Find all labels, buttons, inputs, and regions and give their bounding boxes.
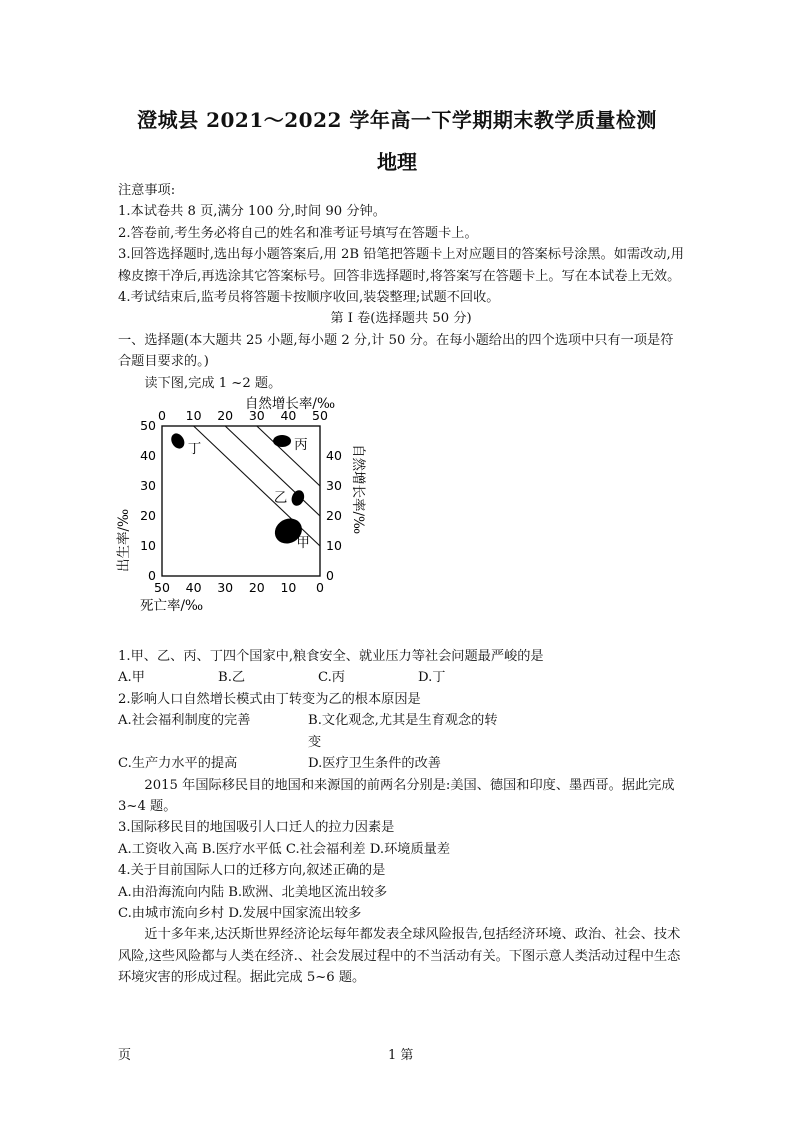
q1-stem: 1.甲、乙、丙、丁四个国家中,粮食安全、就业压力等社会问题最严峻的是 <box>118 649 544 665</box>
population-chart-svg <box>118 396 378 646</box>
q1-options <box>118 667 684 688</box>
top-tick-label: 10 <box>185 408 202 424</box>
bottom-tick-label: 0 <box>316 580 324 596</box>
left-tick-label: 30 <box>140 478 156 494</box>
exam-content <box>118 180 684 989</box>
note-item-4: 4.考试结束后,监考员将答题卡按顺序收回,装袋整理;试题不回收。 <box>118 290 500 306</box>
data-label: 甲 <box>296 535 310 552</box>
q2-option-b[interactable]: B.文化观念,尤其是生育观念的转变 <box>308 713 498 750</box>
q4-stem: 4.关于目前国际人口的迁移方向,叙述正确的是 <box>118 863 386 879</box>
q4-options-line2: C.由城市流向乡村 D.发展中国家流出较多 <box>118 905 362 921</box>
bottom-tick-label: 10 <box>280 580 297 596</box>
notes-heading: 注意事项: <box>118 183 176 198</box>
right-tick-label: 40 <box>326 448 342 464</box>
q1-option-d[interactable]: D.丁 <box>418 670 446 686</box>
footer-right: 1 第 <box>388 1048 414 1063</box>
q2-option-d[interactable]: D.医疗卫生条件的改善 <box>308 756 441 772</box>
bottom-tick-label: 40 <box>185 580 202 596</box>
right-tick-label: 30 <box>326 478 342 494</box>
intro-q5-6: 近十多年来,达沃斯世界经济论坛每年都发表全球风险报告,包括经济环境、政治、社会、技术风险,这些风险都与人类在经济.、社会发展过程中的不当活动有关。下图示意人类活动过程中生态环境灾害的形成过程。据此完成 5~6 题。 <box>118 927 681 986</box>
q1-option-c[interactable]: C.丙 <box>318 670 345 686</box>
subject-title: 地理 <box>377 150 417 174</box>
top-tick-label: 0 <box>158 408 166 424</box>
data-point-乙 <box>290 488 307 507</box>
data-point-丁 <box>169 431 187 451</box>
footer-left: 页 <box>118 1048 132 1063</box>
data-point-丙 <box>273 435 291 447</box>
note-item-3: 3.回答选择题时,选出每小题答案后,用 2B 铅笔把答题卡上对应题目的答案标号涂黑。如需改动,用橡皮擦干净后,再选涂其它答案标号。回答非选择题时,将答案写在答题卡上。写在本试卷上无效。 <box>118 247 684 284</box>
note-item-2: 2.答卷前,考生务必将自己的姓名和准考证号填写在答题卡上。 <box>118 225 478 241</box>
note-item-1: 1.本试卷共 8 页,满分 100 分,时间 90 分钟。 <box>118 204 386 220</box>
population-chart <box>118 396 684 646</box>
q4-options-line1: A.由沿海流向内陆 B.欧洲、北美地区流出较多 <box>118 884 388 900</box>
right-tick-label: 20 <box>326 508 342 524</box>
top-tick-label: 40 <box>280 408 297 424</box>
right-tick-label: 0 <box>326 568 334 584</box>
exam-title: 澄城县 2021～2022 学年高一下学期期末教学质量检测 <box>137 108 657 132</box>
intro-q3-4: 2015 年国际移民目的地国和来源国的前两名分别是:美国、德国和印度、墨西哥。据此完成 3~4 题。 <box>118 777 675 814</box>
bottom-tick-label: 20 <box>248 580 265 596</box>
right-tick-label: 10 <box>326 538 342 554</box>
top-tick-label: 30 <box>248 408 265 424</box>
q3-options: A.工资收入高 B.医疗水平低 C.社会福利差 D.环境质量差 <box>118 841 451 857</box>
section1-heading: 一、选择题(本大题共 25 小题,每小题 2 分,计 50 分。在每小题给出的四个选项中只有一项是符合题目要求的。) <box>118 332 674 370</box>
left-tick-label: 20 <box>140 508 156 524</box>
right-axis-label: 自然增长率/‰ <box>350 444 366 535</box>
q1-option-a[interactable]: A.甲 <box>118 670 145 686</box>
q2-options-row1 <box>118 710 684 753</box>
left-tick-label: 0 <box>148 568 156 584</box>
left-tick-label: 50 <box>140 418 156 434</box>
q2-option-a[interactable]: A.社会福利制度的完善 <box>118 713 251 729</box>
intro-q1-2: 读下图,完成 1 ~2 题。 <box>144 375 282 391</box>
q2-options-row2 <box>118 753 684 774</box>
top-tick-label: 20 <box>217 408 234 424</box>
q2-stem: 2.影响人口自然增长模式由丁转变为乙的根本原因是 <box>118 691 421 707</box>
left-tick-label: 40 <box>140 448 156 464</box>
bottom-tick-label: 30 <box>217 580 234 596</box>
q2-option-c[interactable]: C.生产力水平的提高 <box>118 756 238 772</box>
left-axis-label: 出生率/‰ <box>116 508 132 573</box>
bottom-axis-label: 死亡率/‰ <box>140 598 204 615</box>
left-tick-label: 10 <box>140 538 156 554</box>
q3-stem: 3.国际移民目的地国吸引人口迁人的拉力因素是 <box>118 820 395 836</box>
top-tick-label: 50 <box>312 408 328 424</box>
data-label: 乙 <box>273 490 288 507</box>
part1-title: 第 I 卷(选择题共 50 分) <box>330 311 472 327</box>
top-axis-label: 自然增长率/‰ <box>244 396 336 413</box>
data-label: 丙 <box>294 437 308 454</box>
data-label: 丁 <box>187 441 202 458</box>
growth-line-30 <box>257 426 320 486</box>
q1-option-b[interactable]: B.乙 <box>218 670 246 686</box>
bottom-tick-label: 50 <box>154 580 170 596</box>
